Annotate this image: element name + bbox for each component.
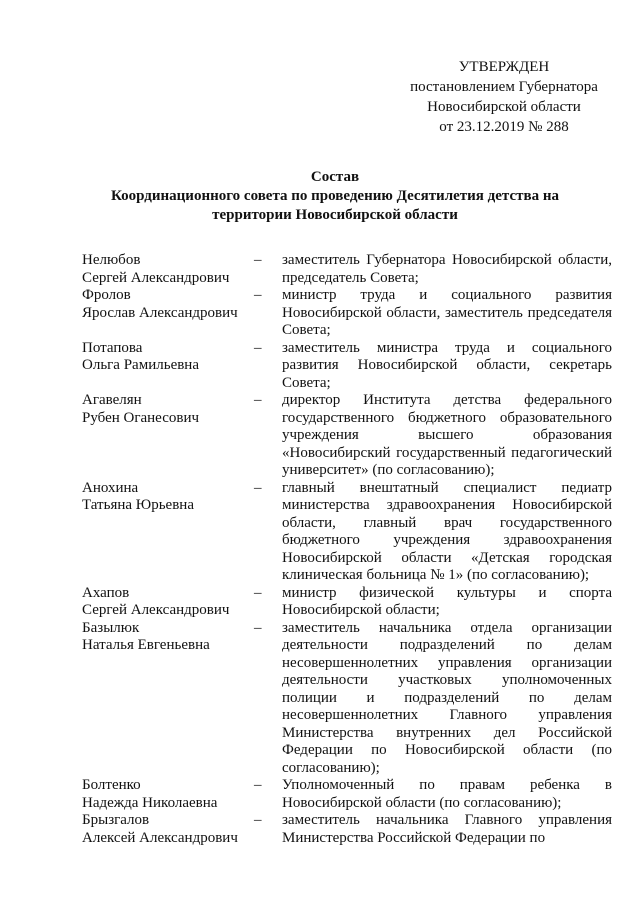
member-role: министр физической культуры и спорта Новосибирской области; — [282, 584, 612, 618]
list-item — [82, 812, 612, 847]
separator-dash: – — [254, 479, 262, 496]
member-surname: Фролов — [82, 287, 131, 303]
member-role: заместитель министра труда и социального развития Новосибирской области, секретарь Совета; — [282, 339, 612, 391]
separator-dash: – — [254, 287, 262, 303]
member-given-names: Наталья Евгеньевна — [82, 637, 210, 653]
separator-dash: – — [254, 252, 262, 268]
member-name — [82, 812, 254, 847]
member-name — [82, 252, 254, 287]
member-role: главный внештатный специалист педиатр министерства здравоохранения Новосибирской области, главный врач государственного бюджетного учреждения здравоохранения Новосибирской области «Детская городская клиническая больница № 1» (по согласованию); — [282, 479, 612, 583]
heading-subtitle-line2: территории Новосибирской области — [212, 207, 458, 223]
separator-dash: – — [254, 812, 262, 828]
member-given-names: Ярослав Александрович — [82, 304, 238, 321]
member-role: Уполномоченный по правам ребенка в Новосибирской области (по согласованию); — [282, 777, 612, 811]
member-surname: Болтенко — [82, 777, 141, 793]
member-surname: Брызгалов — [82, 812, 150, 828]
member-given-names: Сергей Александрович — [82, 269, 230, 286]
separator-dash: – — [254, 584, 262, 601]
member-role: министр труда и социального развития Новосибирской области, заместитель председателя Совета; — [282, 287, 612, 338]
list-item — [82, 287, 612, 340]
member-surname: Анохина — [82, 479, 139, 496]
member-surname: Потапова — [82, 339, 143, 356]
member-name — [82, 287, 254, 340]
member-name — [82, 777, 254, 812]
approval-date-number: от 23.12.2019 № 288 — [439, 119, 569, 135]
list-item — [82, 777, 612, 812]
approval-title: УТВЕРЖДЕН — [458, 59, 550, 75]
member-surname: Нелюбов — [82, 252, 141, 268]
member-given-names: Надежда Николаевна — [82, 794, 218, 811]
council-member-list — [82, 252, 612, 847]
list-item — [82, 392, 612, 480]
member-given-names: Сергей Александрович — [82, 602, 230, 618]
list-item — [82, 620, 612, 778]
document-heading — [60, 168, 610, 225]
member-name — [82, 340, 254, 393]
member-name — [82, 392, 254, 480]
separator-dash: – — [254, 619, 262, 636]
list-item — [82, 585, 612, 620]
heading-subtitle-line1: Координационного совета по проведению Десятилетия детства на — [111, 188, 559, 204]
member-given-names: Ольга Рамильевна — [82, 357, 199, 373]
member-role: заместитель начальника отдела организации деятельности подразделений по делам несовершеннолетних управления организации деятельности участковых уполномоченных полиции и подразделений по делам несовершеннолетних Главного управления Министерства внутренних дел Российской Федерации по Новосибирской области (по согласованию); — [282, 619, 612, 776]
member-role: директор Института детства федерального государственного бюджетного образовательного учреждения высшего образования «Новосибирский государственный педагогический университет» (по согласованию); — [282, 392, 612, 478]
member-surname: Ахапов — [82, 584, 130, 601]
member-surname: Агавелян — [82, 392, 142, 408]
list-item — [82, 480, 612, 585]
separator-dash: – — [254, 339, 262, 356]
member-name — [82, 585, 254, 620]
separator-dash: – — [254, 392, 262, 408]
heading-title: Состав — [310, 169, 360, 185]
separator-dash: – — [254, 777, 262, 793]
member-given-names: Татьяна Юрьевна — [82, 497, 194, 513]
list-item — [82, 252, 612, 287]
list-item — [82, 340, 612, 393]
member-name — [82, 480, 254, 585]
approval-region: Новосибирской области — [427, 99, 581, 115]
approval-decree: постановлением Губернатора — [410, 79, 598, 95]
member-role: заместитель начальника Главного управления Министерства Российской Федерации по — [282, 812, 612, 846]
member-surname: Базылюк — [82, 619, 140, 636]
member-given-names: Алексей Александрович — [82, 829, 238, 846]
approval-stamp — [395, 57, 613, 137]
member-given-names: Рубен Оганесович — [82, 409, 200, 426]
member-name — [82, 620, 254, 778]
member-role: заместитель Губернатора Новосибирской области, председатель Совета; — [282, 252, 612, 286]
